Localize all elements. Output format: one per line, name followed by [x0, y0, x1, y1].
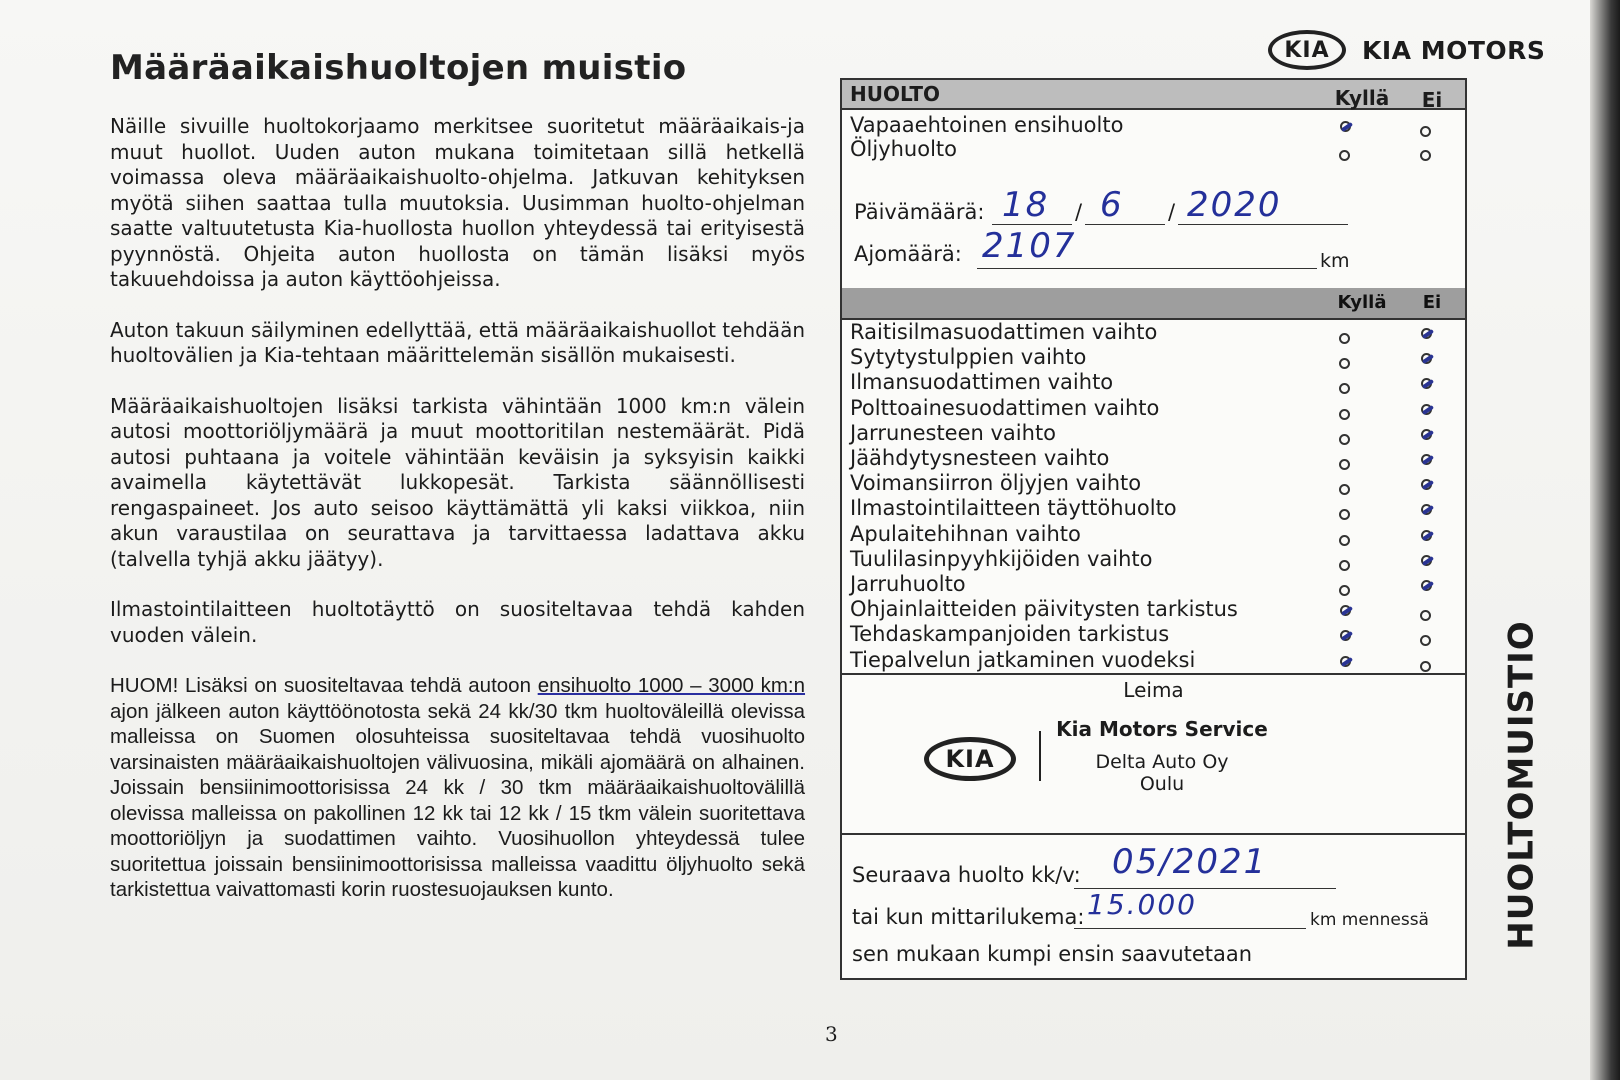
service-label: Tiepalvelun jatkaminen vuodeksi [850, 647, 1196, 672]
service-row [842, 370, 1465, 396]
odometer-label: tai kun mittarilukema: [852, 905, 1085, 929]
date-label: Päivämäärä: [854, 200, 985, 224]
no-checkbox[interactable] [1420, 554, 1435, 569]
service-label: Jäähdytysnesteen vaihto [850, 446, 1110, 470]
no-checkbox[interactable] [1420, 610, 1431, 621]
service-row [842, 320, 1465, 346]
top-service-label: Vapaaehtoinen ensihuolto [850, 113, 1124, 137]
service-row [842, 345, 1465, 371]
no-checkbox[interactable] [1420, 478, 1435, 493]
form-footer: sen mukaan kumpi ensin saavutetaan [852, 942, 1253, 966]
dealer-stamp [1052, 717, 1272, 795]
odometer-line [1074, 928, 1306, 929]
paragraph-4: Ilmastointilaitteen huoltotäyttö on suositeltavaa tehdä kahden vuoden välein. [110, 597, 805, 647]
service-row [842, 622, 1465, 648]
note-rest: ajon jälkeen auton käyttöönotosta sekä 24 kk/30 tkm huoltoväleillä olevissa malleissa on Suomen olosuhteissa suositeltavaa tehdä vuosihuolto varsinaisten määräaikaishuoltojen välivuosina, mikäli ajomäärä on alhainen. Joissain bensiinimoottorisissa 24 kk / 30 tkm määräaikaishuoltovälillä olevissa malleissa on pakollinen 12 kk tai 12 kk / 15 tkm välein suoritettava moottoriöljyn ja suodattimen vaihto. Vuosihuollon yhteydessä tulee suoritettua joissain bensiinimoottorisissa malleissa vaadittu öljyhuolto sekä tarkistettua vaivattomasti korin ruostesuojauksen kunto. [110, 699, 805, 901]
intro-column [110, 48, 805, 928]
col-no-label: Ei [1421, 88, 1443, 112]
no-checkbox[interactable] [1420, 150, 1431, 161]
date-year[interactable]: 2020 [1187, 185, 1282, 225]
service-label: Apulaitehihnan vaihto [850, 521, 1081, 546]
service-label: Ilmastointilaitteen täyttöhuolto [850, 496, 1177, 521]
top-service-row [842, 113, 1465, 139]
yes-checkbox[interactable] [1339, 484, 1350, 495]
mileage-unit: km [1320, 250, 1350, 272]
no-cell [1420, 142, 1431, 166]
stamp-dealer-name: Delta Auto Oy [1095, 751, 1229, 773]
paragraph-1: Näille sivuille huoltokorjaamo merkitsee suoritetut määräaikais-ja muut huollot. Uuden auton mukana toimitetaan sillä hetkellä voimassa oleva määräaikaishuolto-ohjelma. Jatkuvan kehityksen myötä siihen saattaa tulla muutoksia. Uusimman huolto-ohjelman saatte valtuutetusta Kia-huollosta huollon yhteydessä tai erityisestä pyynnöstä. Ohjeita auton huollosta on tämän lisäksi myös takuuehdoissa ja auton käyttöohjeissa. [110, 114, 805, 291]
yes-checkbox[interactable] [1339, 150, 1350, 161]
no-checkbox[interactable] [1420, 635, 1431, 646]
no-checkbox[interactable] [1420, 327, 1435, 342]
date-day[interactable]: 18 [1002, 185, 1050, 225]
page-number: 3 [825, 1022, 838, 1046]
yes-checkbox[interactable] [1339, 585, 1350, 596]
service-label: Voimansiirron öljyjen vaihto [850, 471, 1142, 496]
odometer-unit: km mennessä [1310, 910, 1429, 930]
col-yes-label: Kyllä [1334, 86, 1390, 110]
stamp-label: Leima [1123, 678, 1184, 702]
service-row [842, 471, 1465, 497]
side-tab [1500, 600, 1544, 970]
note-underlined: ensihuolto 1000 – 3000 km:n [537, 674, 806, 697]
side-tab-label: HUOLTOMUISTIO [1502, 620, 1542, 950]
no-checkbox[interactable] [1420, 661, 1431, 672]
date-month[interactable]: 6 [1100, 185, 1124, 225]
service-label: Ilmansuodattimen vaihto [850, 370, 1114, 395]
form-header-title: HUOLTO [850, 82, 941, 106]
stamp-service-name: Kia Motors Service [1056, 717, 1268, 741]
yes-checkbox[interactable] [1339, 333, 1350, 344]
brand-header [1268, 30, 1545, 70]
service-label: Raitisilmasuodattimen vaihto [850, 320, 1158, 344]
service-row [842, 648, 1465, 674]
no-checkbox[interactable] [1420, 126, 1431, 137]
yes-cell [1339, 142, 1350, 166]
service-label: Jarruhuolto [850, 572, 966, 596]
yes-checkbox[interactable] [1339, 120, 1354, 135]
paragraph-3: Määräaikaishuoltojen lisäksi tarkista vähintään 1000 km:n välein autosi moottoriöljymäärä ja muut moottoritilan nestemäärät. Pidä autosi puhtaana ja voitele vähintään keväisin ja syksyisin kaikki avaimella käytettävät lukkopesät. Tarkista säännöllisesti rengaspaineet. Jos auto seisoo käyttämättä yli kaksi viikkoa, niin akun varaustilaa on seurattava ja tarvittaessa ladattava akku (talvella tyhjä akku jäätyy). [110, 393, 805, 571]
no-checkbox[interactable] [1420, 453, 1435, 468]
col-no-label-2: Ei [1422, 292, 1442, 313]
yes-checkbox[interactable] [1339, 459, 1350, 470]
top-service-row [842, 137, 1465, 163]
stamp-divider [1039, 731, 1041, 781]
no-checkbox[interactable] [1420, 529, 1435, 544]
yes-checkbox[interactable] [1339, 604, 1354, 619]
no-checkbox[interactable] [1420, 428, 1435, 443]
mileage-label: Ajomäärä: [854, 242, 962, 266]
next-service-value[interactable]: 05/2021 [1112, 842, 1268, 882]
date-month-line [1085, 224, 1165, 225]
service-label: Jarrunesteen vaihto [850, 420, 1057, 445]
kia-logo-stamp: KIA [924, 737, 1016, 781]
stamp-area [842, 673, 1465, 835]
service-row [842, 572, 1465, 598]
no-checkbox[interactable] [1420, 579, 1435, 594]
service-label: Tehdaskampanjoiden tarkistus [850, 622, 1170, 647]
stamp-kia-logo [924, 737, 1016, 781]
no-checkbox[interactable] [1420, 503, 1435, 518]
stamp-city: Oulu [1139, 773, 1185, 795]
service-label: Sytytystulppien vaihto [850, 345, 1087, 370]
service-row [842, 396, 1465, 422]
service-record-form: HUOLTO Kyllä Ei Vapaaehtoinen ensihuolto Öljyhuolto Päivämäärä: 18 / 6 / 2020 Ajomäärä: 2107 km Kyllä Ei Raitisilmasuodattimen vaihto Sytytystulppien vaihto Ilmansuodattimen vaihto Polttoainesuodattimen vaihto Jarrunesteen vaihto Jäähdytysnesteen vaihto Voimansiirron öljyjen vaihto Ilmastointilaitteen täyttöhuolto Apulaitehihnan vaihto Tuulilasinpyyhkijöiden vaihto Jarruhuolto Ohjainlaitteiden päivitysten tarkistus Tehdaskampanjoiden tarkistus Tiepalvelun jatkaminen vuodeksi Leima KIA Kia Motors Service Delta Auto Oy Oulu Seuraava huolto kk/v: 05/2021 tai kun mittarilukema: 15.000 km mennessä sen mukaan kumpi ensin saavutetaan [840, 78, 1467, 980]
service-row [842, 421, 1465, 447]
kia-logo: KIA [1268, 30, 1346, 70]
yes-checkbox[interactable] [1339, 509, 1350, 520]
page-title: Määräaikaishuoltojen muistio [110, 48, 687, 88]
brand-name: KIA MOTORS [1362, 35, 1546, 65]
mileage-line [977, 268, 1317, 269]
service-label: Polttoainesuodattimen vaihto [850, 395, 1160, 420]
form-header [842, 80, 1465, 110]
service-row [842, 496, 1465, 522]
odometer-value[interactable]: 15.000 [1087, 888, 1197, 921]
yes-checkbox[interactable] [1339, 629, 1354, 644]
yes-checkbox[interactable] [1339, 535, 1350, 546]
service-row [842, 547, 1465, 573]
service-subheader [842, 288, 1465, 320]
yes-checkbox[interactable] [1339, 358, 1350, 369]
no-checkbox[interactable] [1420, 377, 1435, 392]
yes-checkbox[interactable] [1339, 409, 1350, 420]
top-service-label: Öljyhuolto [850, 137, 958, 161]
service-label: Ohjainlaitteiden päivitysten tarkistus [850, 597, 1238, 622]
mileage-value[interactable]: 2107 [982, 226, 1077, 266]
note-paragraph [110, 673, 805, 903]
note-start: HUOM! Lisäksi on suositeltavaa tehdä autoon [110, 674, 538, 697]
yes-checkbox[interactable] [1339, 434, 1350, 445]
service-row [842, 522, 1465, 548]
no-checkbox[interactable] [1420, 403, 1435, 418]
service-row [842, 446, 1465, 472]
service-label: Tuulilasinpyyhkijöiden vaihto [850, 546, 1153, 571]
yes-checkbox[interactable] [1339, 655, 1354, 670]
service-row [842, 597, 1465, 623]
page-edge [1590, 0, 1620, 1080]
paragraph-2: Auton takuun säilyminen edellyttää, että määräaikaishuollot tehdään huoltovälien ja Kia-tehtaan määrittelemän sisällön mukaisesti. [110, 317, 805, 367]
no-checkbox[interactable] [1420, 352, 1435, 367]
next-service-label: Seuraava huolto kk/v: [852, 863, 1081, 887]
col-yes-label-2: Kyllä [1337, 292, 1387, 313]
yes-checkbox[interactable] [1339, 560, 1350, 571]
yes-checkbox[interactable] [1339, 383, 1350, 394]
